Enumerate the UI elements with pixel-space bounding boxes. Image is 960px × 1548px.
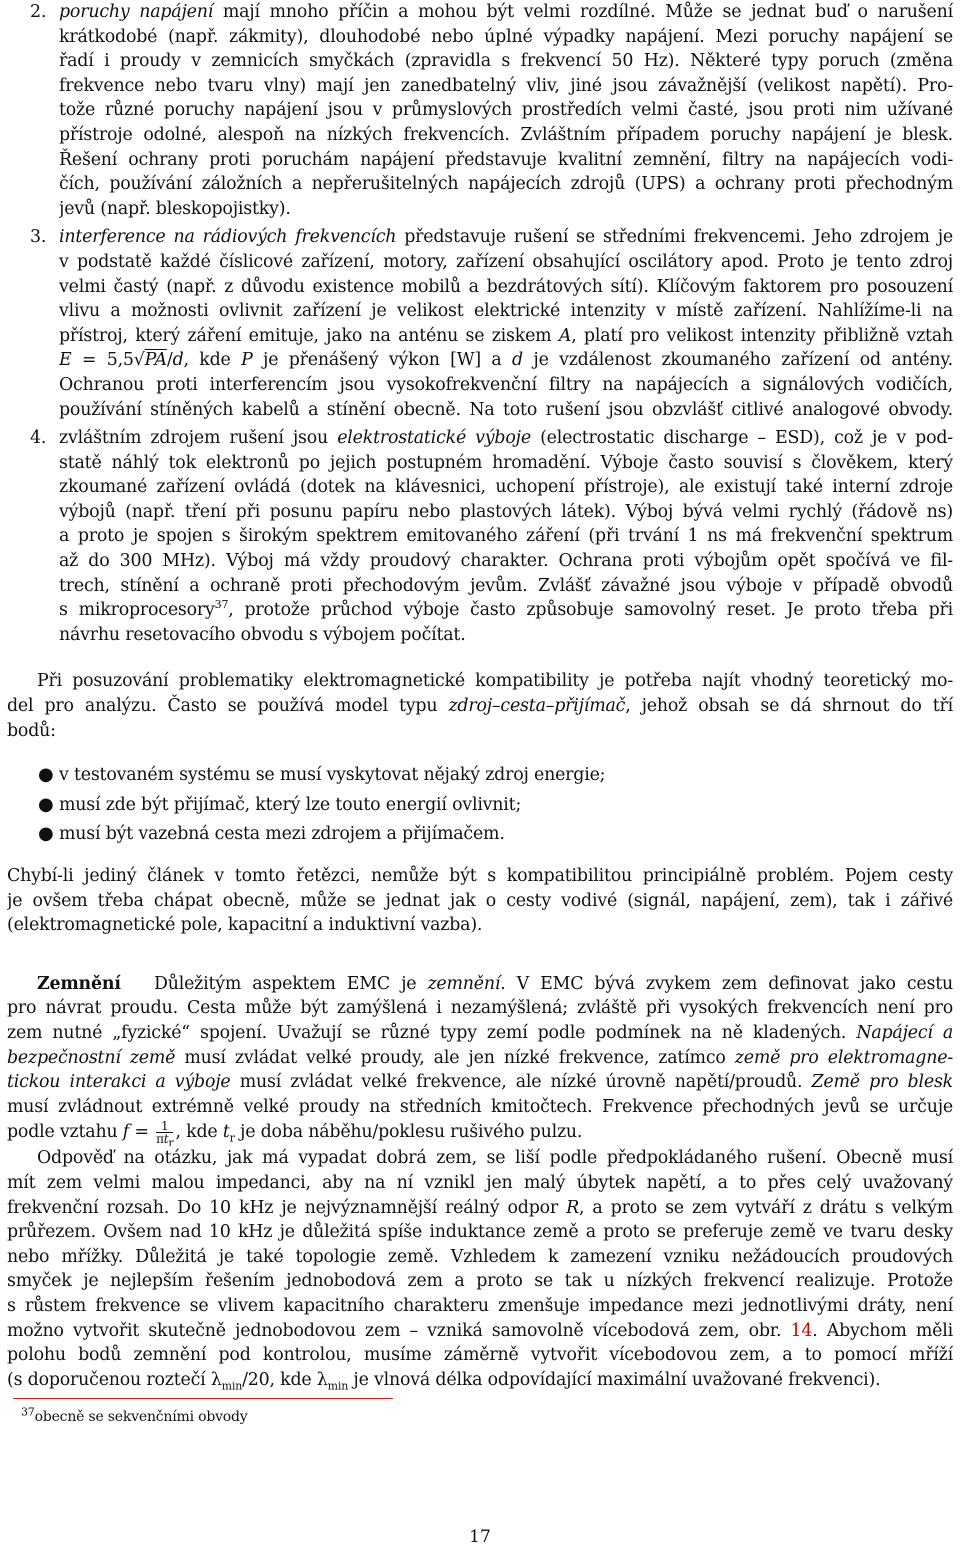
page-number: 17 (469, 1527, 491, 1547)
footnote (7, 1405, 953, 1430)
bullet-item (7, 763, 953, 788)
text-line: s růstem frekvence se vlivem kapacitního charakteru zmenšuje impedance mezi jednotlivými dráty, není (7, 1295, 953, 1316)
text-line: a proto je spojen s širokým spektrem emitovaného záření (při trvání 1 ns má frekvenční spektrum (59, 526, 953, 547)
text-line: polohu bodů zemnění pod kontrolou, musíme záměrně vytvořit vícebodovou zem, a to pomocí mříží (7, 1345, 953, 1366)
text-line: je ovšem třeba chápat obecně, může se jednat jak o cesty vodivé (signál, napájení, zem), tak i zářivé (7, 890, 953, 911)
text-line: Ochranou proti interferencím jsou vysokofrekvenční filtry na napájecích a signálových vodičích, (59, 374, 953, 395)
text-line: s mikroprocesory$^{37}$, protože průchod výboje často způsobuje samovolný reset. Je proto třeba při (59, 598, 953, 621)
text-line: (s doporučenou roztečí $\lambda_{min}/20$, kde $\lambda_{min}$ je vlnová délka odpovídající maximální uvažované frekvenci). (7, 1369, 881, 1393)
text-line: bezpečnostní země musí zvládat velké proudy, ale jen nízké frekvence, zatímco země pro elektromagne- (7, 1047, 953, 1068)
text-line: nebo mřížky. Důležitá je také topologie země. Vzhledem k zamezení vzniku nežádoucích proudových (7, 1246, 953, 1267)
formula-line: E = 5,5√PA/d, kde P je přenášený výkon [W] a d je vzdálenost zkoumaného zařízení od antény. (59, 350, 953, 371)
bullet-item (7, 793, 953, 818)
text-line: návrhu resetovacího obvodu s výbojem počítat. (59, 624, 466, 645)
list-item-body (7, 0, 953, 221)
list-item-rf-interference (7, 225, 953, 422)
text-line: interference na rádiových frekvencích představuje rušení se středními frekvencemi. Jeho zdrojem je (59, 227, 953, 248)
text-line: del pro analýzu. Často se používá model typu zdroj–cesta–přijímač, jehož obsah se dá shrnout do tří (7, 696, 953, 717)
list-item-power-disturbances (7, 0, 953, 221)
list-item-body (7, 225, 953, 422)
text-line: mít zem velmi malou impedanci, aby na ní vznikl jen malý úbytek napětí, a to přes celý uvažovaný (7, 1172, 953, 1193)
bullet-list (7, 763, 953, 847)
list-item-number: 2. (30, 2, 47, 22)
text-line: Řešení ochrany proti poruchám napájení představuje kvalitní zemnění, filtry na napájecích vodi- (59, 149, 953, 170)
text-line: (elektromagnetické pole, kapacitní a induktivní vazba). (7, 915, 483, 936)
bullet-icon: ● (38, 823, 54, 845)
text-line: frekvence nebo tvaru vlny) mají jen zanedbatelný vliv, jiné jsou závažnější (velikost napětí). Pro- (59, 75, 953, 96)
text-line: Při posuzování problematiky elektromagnetické kompatibility je potřeba najít vhodný teoretický mo- (37, 671, 953, 692)
bullet-text: musí být vazebná cesta mezi zdrojem a přijímačem. (59, 824, 505, 845)
footnote-number: 37 (21, 1405, 35, 1419)
list-item-number: 3. (30, 227, 47, 248)
bullet-icon: ● (38, 764, 54, 786)
list-item-number: 4. (30, 428, 47, 449)
paragraph-good-ground (7, 1146, 953, 1392)
text-line: tickou interakci a výboje musí zvládat velké frekvence, ale nízké úrovně napětí/proudů. Země pro blesk (7, 1072, 953, 1093)
footnote-rule (13, 1398, 393, 1399)
text-line: bodů: (7, 720, 56, 741)
bullet-icon: ● (38, 793, 54, 815)
text-line: Odpověď na otázku, jak má vypadat dobrá zem, se liší podle předpokládaného rušení. Obecně musí (37, 1148, 953, 1169)
text-line: musí zvládnout extrémně velké proudy na středních kmitočtech. Frekvence přechodných jevů se určuje (7, 1096, 953, 1117)
text-line: zem nutné „fyzické“ spojení. Uvažují se různé typy zemí podle podmínek na ně kladených. Napájecí a (7, 1022, 953, 1043)
text-line: řadí i proudy v zemnicích smyčkách (zpravidla s frekvencí 50 Hz). Některé typy poruch (změna (59, 51, 953, 72)
list-item-esd (7, 426, 953, 647)
text-line: v podstatě každé číslicové zařízení, motory, zařízení obsahující oscilátory apod. Proto je tento zdroj (59, 251, 953, 272)
text-line: statě náhlý tok elektronů po jejich postupném hromadění. Výboje často souvisí s člověkem, který (59, 452, 953, 473)
text-line: používání stíněných kabelů a stínění obecně. Na toto rušení jsou obzvlášť citlivé analogové obvody. (59, 399, 953, 420)
text-line: Chybí-li jediný článek v tomto řetězci, nemůže být s kompatibilitou principiálně problém. Pojem cesty (7, 866, 953, 886)
bullet-text: v testovaném systému se musí vyskytovat nějaký zdroj energie; (59, 765, 606, 786)
text-line: smyček je nejlepším řešením jednobodová zem a proto se tak u nízkých frekvencí realizuje. Protože (7, 1271, 953, 1292)
text-line: možno vytvořit skutečně jednobodovou zem – vzniká samovolně vícebodová zem, obr. 14. Abychom měli (7, 1320, 953, 1341)
list-item-body (7, 426, 953, 647)
text-line: krátkodobé (např. zákmity), dlouhodobé nebo úplné výpadky napájení. Mezi poruchy napájení se (59, 26, 953, 47)
footnote-text: obecně se sekvenčními obvody (34, 1409, 248, 1426)
text-line: frekvenční rozsah. Do 10 kHz je nejvýznamnější reálný odpor R, a proto se zem vytváří z drátu s velkým (7, 1197, 953, 1218)
paragraph-model (7, 669, 953, 743)
text-line: velmi častý (např. z důvodu existence mobilů a bezdrátových sítí). Klíčovým faktorem pro posouzení (59, 276, 953, 297)
text-span: Důležitým aspektem EMC je zemnění. V EMC bývá zvykem zem definovat jako cestu (153, 973, 953, 994)
text-line: trech, stínění a ochraně proti přechodovým jevům. Zvlášť závažné jsou výboje v případě obvodů (59, 575, 953, 596)
text-line: přístroj, který záření emituje, jako na anténu se ziskem A, platí pro velikost intenzity přibližně vztah (59, 325, 953, 346)
text-line: až do 300 MHz). Výboj má vždy proudový charakter. Ochrana proti výbojům opět spočívá ve fil- (59, 551, 953, 572)
section-heading: Zemnění (37, 973, 121, 994)
text-line: vlivu a možnosti ovlivnit zařízení je velikost elektrické intenzity v místě zařízení. Nahlížíme-li na (59, 301, 953, 322)
formula-line: podle vztahu f = $\frac{1}{\pi t_r}$ , kde $t_r$ je doba náběhu/poklesu rušivého pulzu. (7, 1119, 583, 1147)
text-line: tože různé poruchy napájení jsou v průmyslových prostředích velmi časté, jsou proti nim užívané (59, 100, 953, 121)
bullet-text: musí zde být přijímač, který lze touto energií ovlivnit; (59, 794, 522, 815)
text-line: pro návrat proudu. Cesta může být zamýšlená i nezamýšlená; zvláště při vysokých frekvencích není pro (7, 998, 953, 1019)
text-line: jevů (např. bleskopojistky). (59, 198, 291, 219)
text-line: průřezem. Ovšem nad 10 kHz je důležitá spíše induktance země a proto se preferuje země ve tvaru desky (7, 1222, 953, 1243)
text-line (7, 972, 953, 997)
text-line: přístroje odolné, alespoň na nízkých frekvencích. Zvláštním případem poruchy napájení je blesk. (59, 124, 953, 145)
text-line: zvláštním zdrojem rušení jsou elektrostatické výboje (electrostatic discharge – ESD), což je v pod- (59, 428, 953, 449)
bullet-item (7, 822, 953, 847)
document-page (7, 0, 953, 1430)
paragraph-chain (7, 864, 953, 938)
text-line: výbojů (např. tření při posunu papíru nebo plastových látek). Výboj bývá velmi rychlý (řádově ns) (59, 501, 953, 522)
section-grounding (7, 972, 953, 1147)
text-line: zkoumané zařízení ovládá (dotek na klávesnici, uchopení přístroje), ale existují také interní zdroje (59, 477, 953, 498)
text-line: poruchy napájení mají mnoho příčin a mohou být velmi rozdílné. Může se jednat buď o narušení (59, 2, 953, 22)
text-line: čích, používání záložních a nepřerušitelných napájecích zdrojů (UPS) a ochrany proti přechodným (59, 174, 953, 195)
